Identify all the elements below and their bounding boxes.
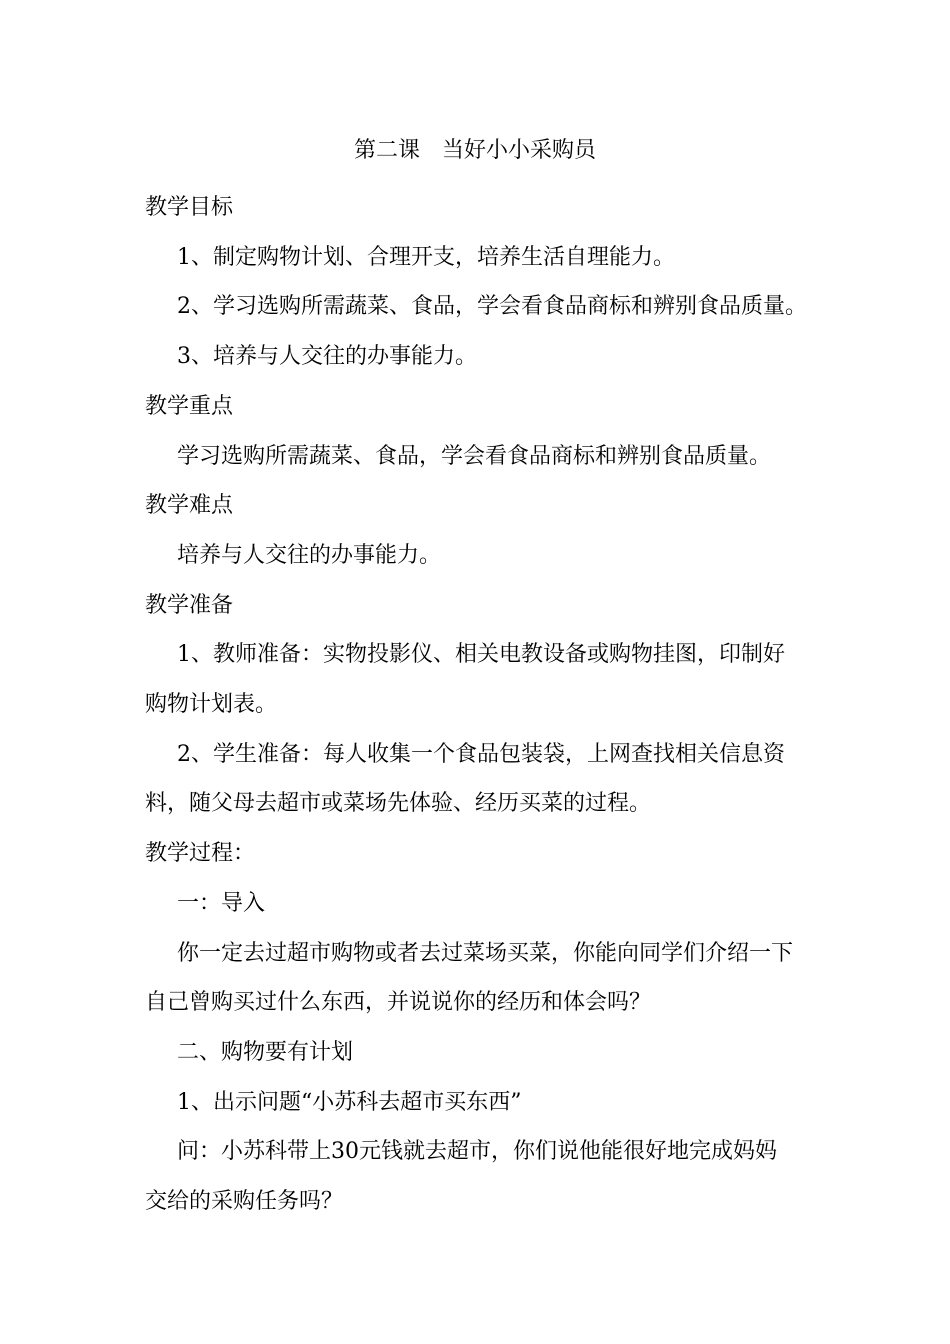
- text-line: 2、学习选购所需蔬菜、食品，学会看食品商标和辨别食品质量。: [177, 294, 807, 320]
- text-line: 教学重点: [145, 393, 234, 419]
- text-line: 学习选购所需蔬菜、食品，学会看食品商标和辨别食品质量。: [177, 443, 772, 469]
- text-line: 购物计划表。: [145, 692, 278, 718]
- text-line: 2、学生准备：每人收集一个食品包装袋，上网查找相关信息资: [177, 741, 785, 767]
- text-line: 1、教师准备：实物投影仪、相关电教设备或购物挂图，印制好: [177, 642, 785, 668]
- text-line: 3、培养与人交往的办事能力。: [177, 344, 477, 370]
- text-line: 教学准备: [145, 592, 234, 618]
- text-line: 你一定去过超市购物或者去过菜场买菜，你能向同学们介绍一下: [177, 940, 794, 966]
- text-line: 问：小苏科带上30元钱就去超市，你们说他能很好地完成妈妈: [177, 1139, 777, 1165]
- text-line: 1、出示问题“小苏科去超市买东西”: [177, 1089, 522, 1115]
- text-line: 培养与人交往的办事能力。: [177, 542, 442, 568]
- text-line: 1、制定购物计划、合理开支，培养生活自理能力。: [177, 244, 675, 270]
- text-line: 教学难点: [145, 493, 234, 519]
- text-line: 一：导入: [177, 890, 266, 916]
- document-body: [145, 183, 805, 1227]
- text-line: 教学目标: [145, 195, 234, 220]
- text-line: 教学过程：: [145, 841, 256, 867]
- text-line: 二、购物要有计划: [177, 1039, 354, 1065]
- page-title: 第二课 当好小小采购员: [353, 138, 596, 163]
- text-line: 自己曾购买过什么东西，并说说你的经历和体会吗？: [145, 990, 652, 1016]
- text-line: 料，随父母去超市或菜场先体验、经历买菜的过程。: [145, 791, 652, 817]
- text-line: 交给的采购任务吗？: [145, 1189, 344, 1215]
